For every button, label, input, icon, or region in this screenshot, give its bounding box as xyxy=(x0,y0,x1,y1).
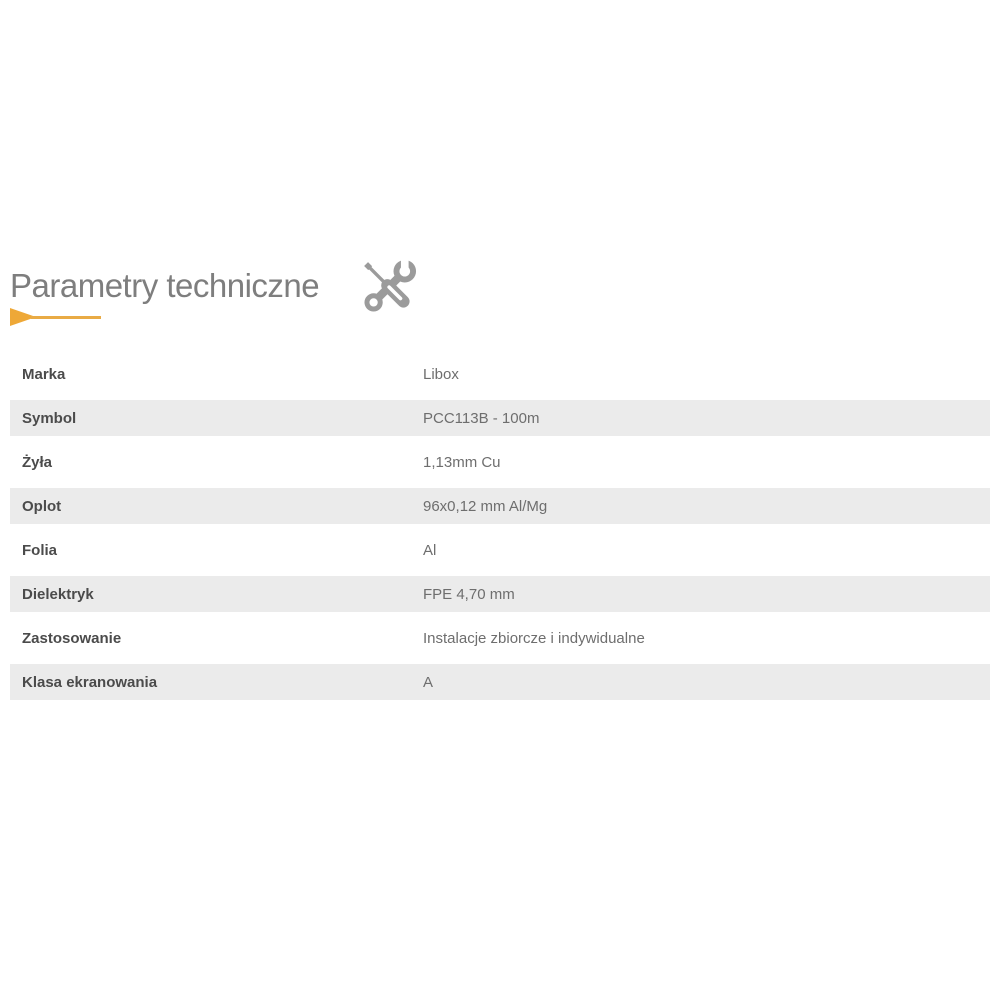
row-label: Żyła xyxy=(22,453,53,471)
arrow-line xyxy=(31,316,101,319)
row-label: Symbol xyxy=(22,409,77,427)
row-value: 96x0,12 mm Al/Mg xyxy=(423,497,548,515)
spec-table xyxy=(10,352,990,704)
row-label: Marka xyxy=(22,365,66,383)
table-row xyxy=(10,616,990,660)
row-value: A xyxy=(423,673,434,691)
table-row xyxy=(10,528,990,572)
table-row xyxy=(10,396,990,440)
row-value: FPE 4,70 mm xyxy=(423,585,515,603)
row-value: PCC113B - 100m xyxy=(423,409,540,427)
table-row xyxy=(10,352,990,396)
row-value: Libox xyxy=(423,365,459,383)
row-label: Zastosowanie xyxy=(22,629,122,647)
page-title: Parametry techniczne xyxy=(10,267,320,304)
tools-icon xyxy=(355,252,423,322)
row-label: Dielektryk xyxy=(22,585,94,603)
table-row xyxy=(10,440,990,484)
row-value: Instalacje zbiorcze i indywidualne xyxy=(423,629,645,647)
section-header xyxy=(10,252,423,326)
section-title-block xyxy=(10,252,319,326)
row-label: Klasa ekranowania xyxy=(22,673,158,691)
accent-arrow-decoration xyxy=(10,308,319,326)
row-label: Folia xyxy=(22,541,58,559)
table-row xyxy=(10,572,990,616)
table-row xyxy=(10,660,990,704)
row-value: Al xyxy=(423,541,437,559)
row-label: Oplot xyxy=(22,497,62,515)
row-value: 1,13mm Cu xyxy=(423,453,501,471)
table-row xyxy=(10,484,990,528)
